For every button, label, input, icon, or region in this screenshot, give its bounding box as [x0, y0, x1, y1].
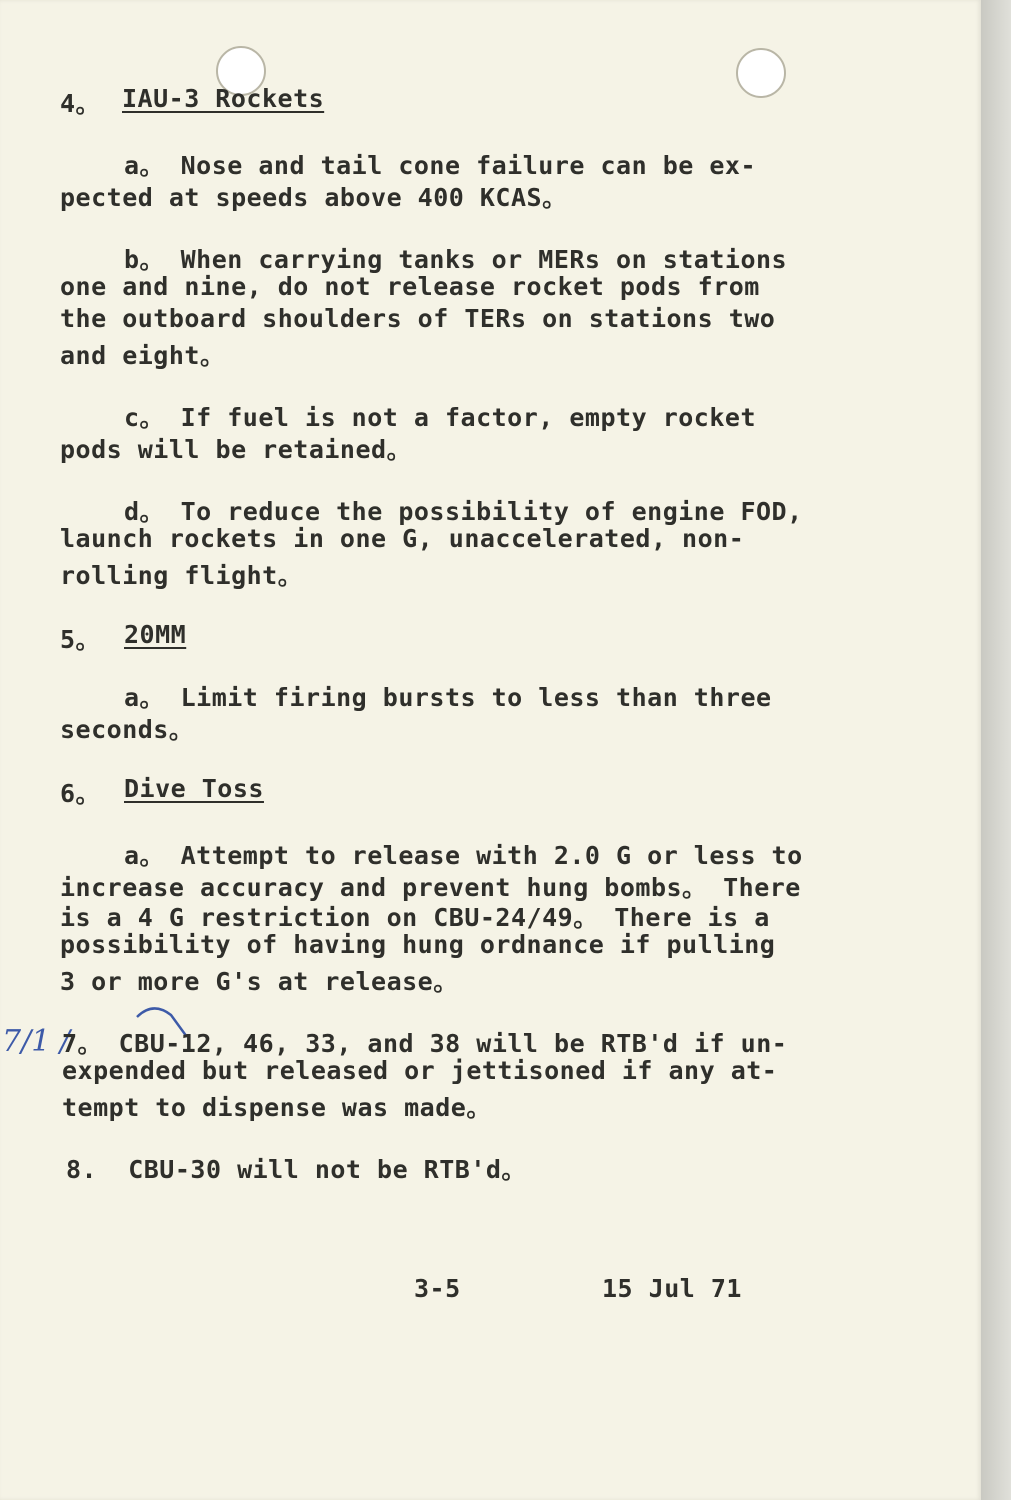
page-number: 3-5 [414, 1274, 461, 1303]
section-7-line-3: tempt to dispense was made。 [62, 1093, 492, 1122]
section-8-line-1: 8. CBU-30 will not be RTB'd。 [66, 1155, 527, 1184]
section-6a-line-4: possibility of having hung ordnance if pulling [60, 930, 776, 959]
section-5a-line-2: seconds。 [60, 715, 195, 744]
section-5-number: 5。 [60, 625, 102, 654]
section-6a-line-5: 3 or more G's at release。 [60, 967, 459, 996]
section-7-line-2: expended but released or jettisoned if any at- [62, 1056, 778, 1085]
section-4-number: 4。 [60, 89, 102, 118]
section-6a-line-3: is a 4 G restriction on CBU-24/49。 There is a [60, 903, 770, 932]
punch-hole-right [736, 48, 786, 98]
section-6a-line-1: a。 Attempt to release with 2.0 G or less to [124, 841, 803, 870]
section-4a-line-1: a。 Nose and tail cone failure can be ex- [124, 151, 756, 180]
section-4c-line-2: pods will be retained。 [60, 435, 413, 464]
scan-background-edge [981, 0, 1011, 1500]
section-4-heading: IAU-3 Rockets [122, 84, 325, 113]
section-4b-line-2: one and nine, do not release rocket pods from [60, 272, 760, 301]
section-6-number: 6。 [60, 779, 102, 808]
section-6a-line-2: increase accuracy and prevent hung bombs。 There [60, 873, 801, 902]
section-7-line-1: 7。 CBU-12, 46, 33, and 38 will be RTB'd if un- [62, 1029, 788, 1058]
section-4d-line-1: d。 To reduce the possibility of engine FOD, [124, 497, 803, 526]
handwritten-margin-note: 7/1 / [2, 1024, 70, 1059]
section-4b-line-4: and eight。 [60, 341, 226, 370]
document-date: 15 Jul 71 [602, 1274, 742, 1303]
section-4b-line-1: b。 When carrying tanks or MERs on stations [124, 245, 788, 274]
section-4c-line-1: c。 If fuel is not a factor, empty rocket [124, 403, 756, 432]
section-4d-line-2: launch rockets in one G, unaccelerated, non- [60, 524, 745, 553]
section-5a-line-1: a。 Limit firing bursts to less than three [124, 683, 772, 712]
section-6-heading: Dive Toss [124, 774, 264, 803]
section-4d-line-3: rolling flight。 [60, 561, 304, 590]
section-4b-line-3: the outboard shoulders of TERs on stations two [60, 304, 776, 333]
section-4a-line-2: pected at speeds above 400 KCAS。 [60, 183, 568, 212]
section-5-heading: 20MM [124, 620, 187, 649]
